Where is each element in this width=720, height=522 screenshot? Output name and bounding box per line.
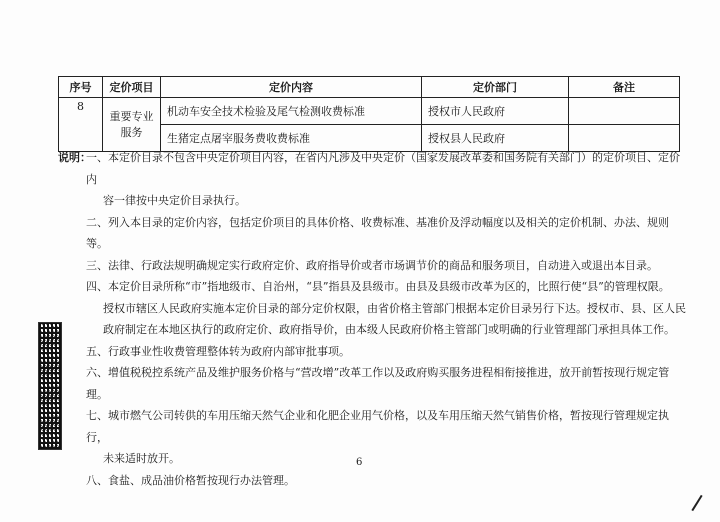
table-header-row [59, 77, 680, 98]
note-item [86, 212, 688, 255]
note-text: 七、城市燃气公司转供的车用压缩天然气企业和化肥企业用气价格，以及车用压缩天然气销售价格，暂按现行管理规定执行， [86, 409, 669, 444]
note-text: 八、食盐、成品油价格暂按现行办法管理。 [86, 473, 295, 487]
note-text: 三、法律、行政法规明确规定实行政府定价、政府指导价或者市场调节价的商品和服务项目，自动进入或退出本目录。 [86, 258, 658, 272]
note-item [86, 255, 688, 277]
note-item [86, 341, 688, 363]
row-number: 8 [59, 98, 103, 152]
qr-code-image [38, 322, 62, 450]
note-continuation: 未来适时放开。 [103, 452, 180, 465]
notes-list [86, 147, 688, 491]
note-item [86, 470, 688, 492]
notes-label: 说明： [58, 151, 91, 164]
header-item: 定价项目 [103, 77, 161, 98]
row-content: 生猪定点屠宰服务费收费标准 [161, 125, 422, 152]
note-text: 五、行政事业性收费管理整体转为政府内部审批事项。 [86, 344, 350, 358]
header-dept: 定价部门 [422, 77, 569, 98]
row-dept: 授权县人民政府 [422, 125, 569, 152]
note-text: 二、列入本目录的定价内容，包括定价项目的具体价格、收费标准、基准价及浮动幅度以及相关的定价机制、办法、规则等。 [86, 215, 669, 250]
note-item [86, 405, 688, 470]
header-remark: 备注 [569, 77, 680, 98]
row-category: 重要专业服务 [103, 98, 161, 152]
scan-mark [691, 495, 702, 511]
row-content: 机动车安全技术检验及尾气检测收费标准 [161, 98, 422, 125]
note-item [86, 147, 688, 212]
page-number: 6 [356, 457, 363, 468]
note-item [86, 276, 688, 341]
header-number: 序号 [59, 77, 103, 98]
pricing-table [58, 76, 680, 152]
row-dept: 授权市人民政府 [422, 98, 569, 125]
table-row [59, 98, 680, 125]
note-text: 四、本定价目录所称“市”指地级市、自治州，“县”指县及县级市。由县及县级市改革为区的，比照行使“县”的管理权限。 [86, 280, 670, 293]
note-text: 一、本定价目录不包含中央定价项目内容，在省内凡涉及中央定价（国家发展改革委和国务院有关部门）的定价项目、定价内 [86, 151, 680, 186]
row-remark [569, 98, 680, 125]
note-continuation: 容一律按中央定价目录执行。 [103, 194, 246, 207]
note-item [86, 362, 688, 405]
header-content: 定价内容 [161, 77, 422, 98]
note-continuation: 授权市辖区人民政府实施本定价目录的部分定价权限，由省价格主管部门根据本定价目录另行下达。授权市、县、区人民政府制定在本地区执行的政府定价、政府指导价，由本级人民政府价格主管部门或明确的行业管理部门承担具体工作。 [103, 301, 686, 336]
note-text: 六、增值税税控系统产品及维护服务价格与“营改增”改革工作以及政府购买服务进程相衔接推进，放开前暂按现行规定管理。 [86, 366, 670, 401]
